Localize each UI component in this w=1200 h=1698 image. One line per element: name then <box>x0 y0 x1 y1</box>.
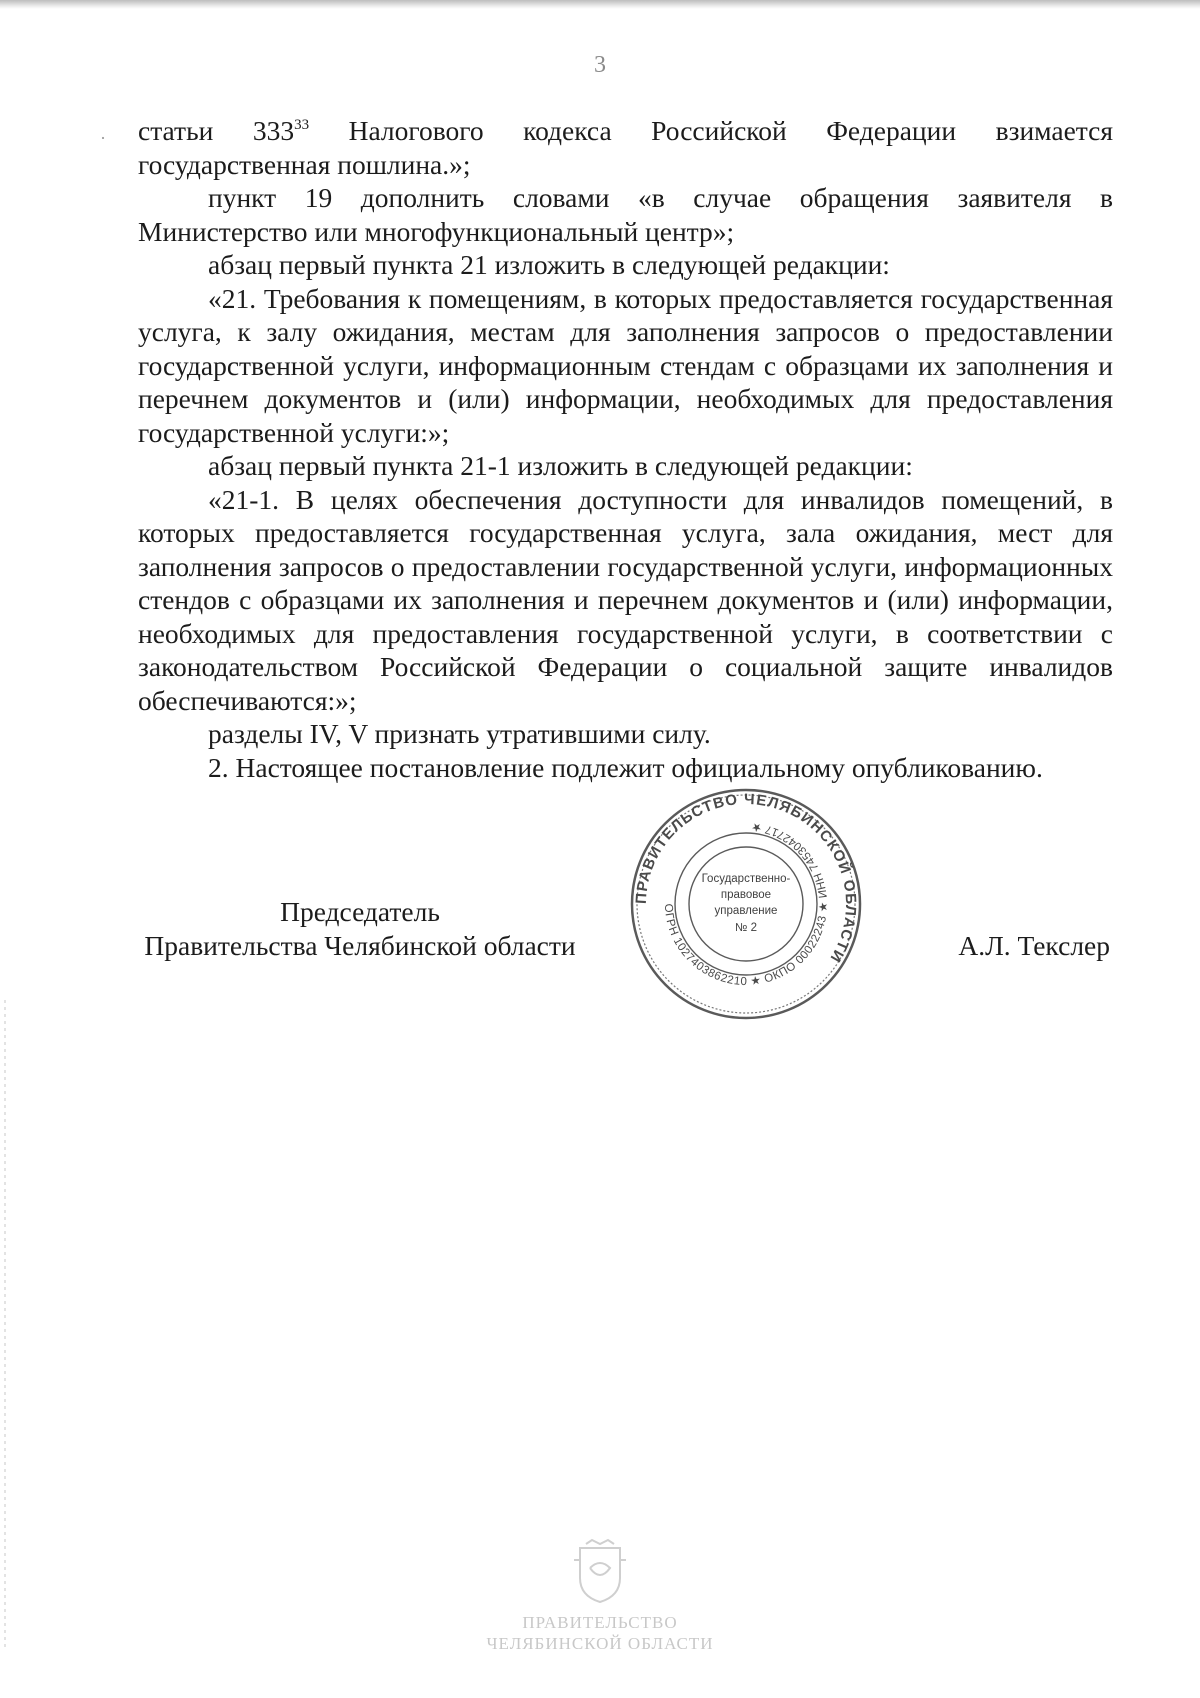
paragraph-0-end: Налогового кодекса Российской Федерации взимается государственная пошлина.»; <box>138 115 1113 180</box>
stamp-center-line-1: Государственно- <box>701 873 791 885</box>
stamp-center-line-3: управление <box>714 905 778 917</box>
paragraph-4: абзац первый пункта 21-1 изложить в следующей редакции: <box>208 450 913 481</box>
paragraph-7: 2. Настоящее постановление подлежит официальному опубликованию. <box>208 751 1043 783</box>
coat-of-arms-icon <box>560 1538 640 1608</box>
stamp-center-line-2: правовое <box>720 889 772 901</box>
watermark <box>0 1612 1200 1654</box>
signature-block <box>0 895 1200 975</box>
official-stamp <box>627 785 865 1023</box>
paragraph-3: «21. Требования к помещениям, в которых предоставляется государственная услуга, к залу ожидания, местам для заполнения запросов о предоставлении государственной услуги, информационным стендам с образцами их заполнения и перечнем документов и (или) информации, необходимых для предоставления государственной услуги:»; <box>138 282 1113 448</box>
stamp-outer-text-path: ПРАВИТЕЛЬСТВО ЧЕЛЯБИНСКОЙ ОБЛАСТИ <box>632 790 860 966</box>
watermark-line-1: ПРАВИТЕЛЬСТВО <box>522 1613 678 1632</box>
stamp-center-line-4: № 2 <box>735 922 757 934</box>
paragraph-1: пункт 19 дополнить словами «в случае обращения заявителя в Министерство или многофункциональный центр»; <box>138 182 1113 247</box>
scan-edge-left <box>4 1000 6 1650</box>
page-number: 3 <box>594 52 606 78</box>
paragraph-2: абзац первый пункта 21 изложить в следующей редакции: <box>208 249 890 280</box>
paragraph-5: «21-1. В целях обеспечения доступности для инвалидов помещений, в которых предоставляется государственная услуга, зала ожидания, мест для заполнения запросов о предоставлении государственной услуги, информационных стендов с образцами их заполнения и перечнем документов и (или) информации, необходимых для предоставления государственной услуги, в соответствии с законодательством Российской Федерации о социальной защите инвалидов обеспечиваются:»; <box>138 483 1113 716</box>
signatory-title <box>130 895 590 963</box>
margin-mark: · <box>100 128 106 148</box>
document-body <box>138 114 1113 784</box>
paragraph-6: разделы IV, V признать утратившими силу. <box>208 718 711 749</box>
signatory-title-line-2: Правительства Челябинской области <box>144 930 576 961</box>
superscript-33: 33 <box>294 117 310 133</box>
stamp-inner-ring <box>689 847 803 961</box>
stamp-center-text <box>702 873 791 934</box>
signatory-name: А.Л. Текслер <box>958 930 1110 961</box>
paragraph-0-start: статьи 333 <box>138 115 295 146</box>
signatory-title-line-1: Председатель <box>280 896 440 927</box>
watermark-line-2: ЧЕЛЯБИНСКОЙ ОБЛАСТИ <box>486 1634 714 1653</box>
stamp-middle-ring <box>675 833 817 975</box>
stamp-inner-text-path: ОГРН 1027403862210 ★ ОКПО 00022243 ★ ИНН 7453042717 ★ <box>661 820 831 989</box>
paragraph-0 <box>138 114 1113 181</box>
scan-edge-top <box>0 0 1200 9</box>
